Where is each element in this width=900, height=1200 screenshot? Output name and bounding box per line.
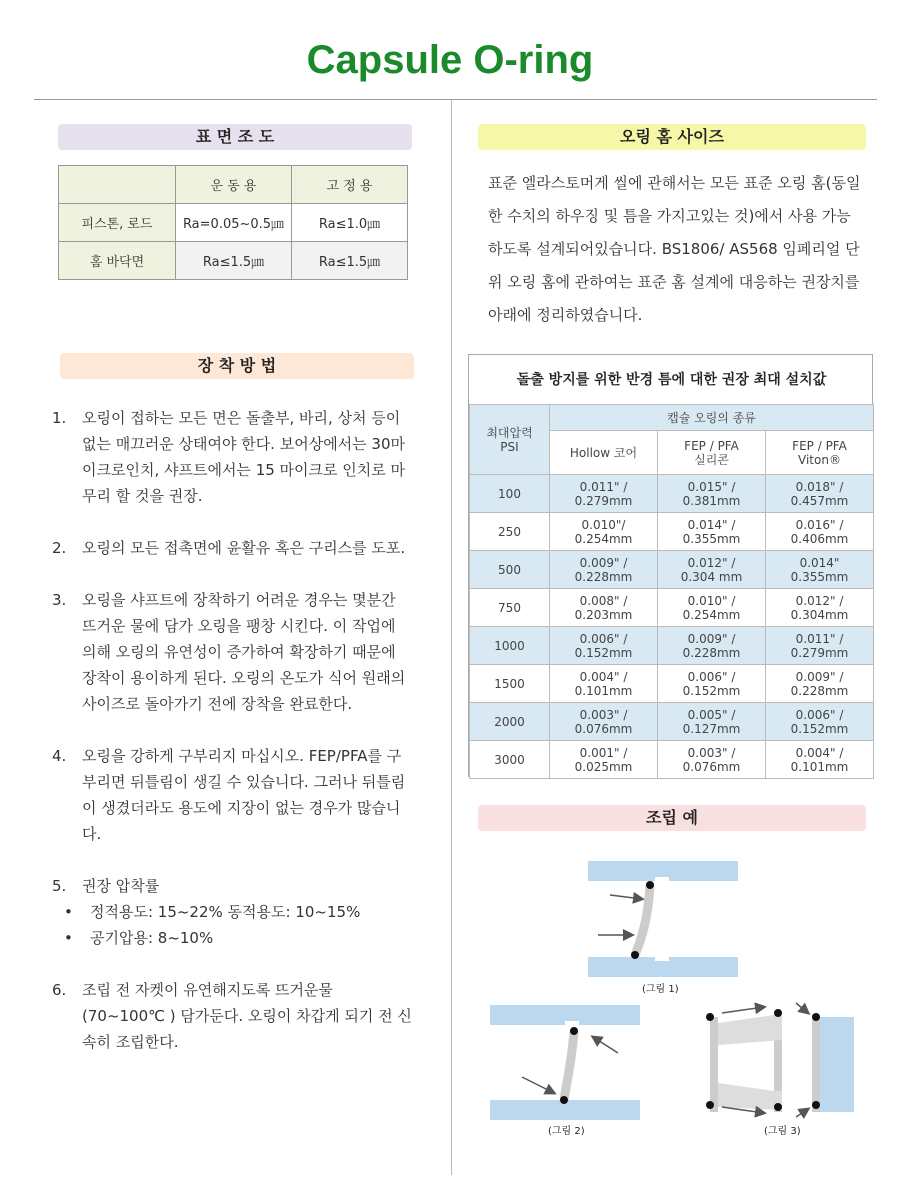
- list-item: 6. 조립 전 자켓이 유연해지도록 뜨거운물 (70~100℃ ) 담가둔다. 오링이 차갑게 되기 전 신속히 조립한다.: [52, 981, 412, 1051]
- install-header: 장 착 방 법: [60, 353, 414, 379]
- table-row: 750 0.008" / 0.203mm 0.010" / 0.254mm 0.012" / 0.304mm: [470, 589, 874, 627]
- groove-header: 오링 홈 사이즈: [478, 124, 866, 150]
- column-divider: [451, 100, 452, 1175]
- groove-notch: [655, 877, 669, 885]
- arrow-icon: [722, 1007, 764, 1013]
- type-col: FEP / PFA Viton®: [766, 431, 874, 475]
- pressure-header: 최대압력 PSI: [470, 405, 550, 475]
- type-col: Hollow 코어: [550, 431, 658, 475]
- taper-top: [718, 1015, 782, 1045]
- figure-2-caption: (그림 2): [548, 1126, 585, 1137]
- surface-col-static: 고 정 용: [292, 166, 408, 204]
- type-col: FEP / PFA 실리콘: [658, 431, 766, 475]
- oring-point: [706, 1101, 714, 1109]
- list-item: 3. 오링을 샤프트에 장착하기 어려운 경우는 몇분간 뜨거운 물에 담가 오링을 팽창 시킨다. 이 작업에 의해 오링의 유연성이 증가하여 확장하기 때문에 장착이 용이하게 된다. 오링의 온도가 식어 원래의 사이즈로 돌아가기 전에 장착을 완료한다.: [52, 591, 406, 713]
- arrow-icon: [593, 1037, 618, 1053]
- surface-corner-cell: [59, 166, 176, 204]
- arrow-icon: [796, 1109, 808, 1117]
- arrow-icon: [796, 1003, 808, 1013]
- figure-2: [490, 1005, 640, 1120]
- oring-section: [635, 885, 650, 955]
- title-divider: [34, 99, 877, 100]
- page-title: Capsule O-ring: [306, 38, 594, 82]
- groove-table: [469, 404, 874, 779]
- jacket-wall: [710, 1017, 718, 1112]
- table-row: 3000 0.001" / 0.025mm 0.003" / 0.076mm 0.004" / 0.101mm: [470, 741, 874, 779]
- groove-notch: [655, 953, 669, 961]
- list-item: 2. 오링의 모든 접촉면에 윤활유 혹은 구리스를 도포.: [52, 539, 406, 557]
- install-steps: [52, 405, 412, 1055]
- taper-bottom: [718, 1083, 782, 1110]
- oring-point: [570, 1027, 578, 1035]
- assembly-header: 조립 예: [478, 805, 866, 831]
- sub-bullet-list: [52, 899, 412, 951]
- oring-point: [706, 1013, 714, 1021]
- table-row: 2000 0.003" / 0.076mm 0.005" / 0.127mm 0.006" / 0.152mm: [470, 703, 874, 741]
- groove-table-box: [468, 354, 873, 777]
- oring-point: [774, 1009, 782, 1017]
- surface-col-dynamic: 운 동 용: [176, 166, 292, 204]
- surface-cell: Ra=0.05~0.5㎛: [176, 204, 292, 242]
- surface-row-label: 피스톤, 로드: [59, 204, 176, 242]
- oring-point: [631, 951, 639, 959]
- oring-point: [560, 1096, 568, 1104]
- table-row: 250 0.010"/ 0.254mm 0.014" / 0.355mm 0.016" / 0.406mm: [470, 513, 874, 551]
- surface-cell: Ra≤1.5㎛: [176, 242, 292, 280]
- type-header: 캡슐 오링의 종류: [550, 405, 874, 431]
- list-item: 4. 오링을 강하게 구부리지 마십시오. FEP/PFA를 구부리면 뒤틀림이 생길 수 있습니다. 그러나 뒤틀림이 생겼더라도 용도에 지장이 없는 경우가 많습니다.: [52, 747, 406, 843]
- oring-point: [812, 1101, 820, 1109]
- oring-point: [774, 1103, 782, 1111]
- figure-3: [706, 1003, 854, 1117]
- jacket-wall: [812, 1017, 820, 1112]
- list-item: 5. 권장 압착률: [52, 877, 160, 895]
- oring-section: [564, 1031, 574, 1100]
- figure-1: [588, 861, 738, 977]
- sub-bullet: • 공기압용: 8~10%: [64, 929, 214, 947]
- table-row: 500 0.009" / 0.228mm 0.012" / 0.304 mm 0.014" 0.355mm: [470, 551, 874, 589]
- groove-description: 표준 엘라스토머게 씰에 관해서는 모든 표준 오링 홈(동일한 수치의 하우징 및 틈을 가지고있는 것)에서 사용 가능하도록 설계되어있습니다. BS1806/ AS568 임페리얼 단위 오링 홈에 관하여는 표준 홈 설계에 대응하는 권장치를 아래에 정리하였습니다.: [488, 174, 861, 324]
- surface-cell: Ra≤1.0㎛: [292, 204, 408, 242]
- table-row: 1000 0.006" / 0.152mm 0.009" / 0.228mm 0.011" / 0.279mm: [470, 627, 874, 665]
- assembly-diagram: [470, 855, 890, 1175]
- figure-1-caption: (그림 1): [642, 984, 679, 995]
- sub-bullet: • 정적용도: 15~22% 동적용도: 10~15%: [64, 903, 361, 921]
- figure-3-caption: (그림 3): [764, 1126, 801, 1137]
- surface-header: 표 면 조 도: [58, 124, 412, 150]
- arrow-icon: [522, 1077, 554, 1093]
- arrow-icon: [610, 895, 642, 899]
- list-item: 1. 오링이 접하는 모든 면은 돌출부, 바리, 상처 등이 없는 매끄러운 상태여야 한다. 보어상에서는 30마이크로인치, 샤프트에서는 15 마이크로 인치로 마무리 할 것을 권장.: [52, 409, 406, 505]
- surface-table: [58, 165, 408, 280]
- table-row: 1500 0.004" / 0.101mm 0.006" / 0.152mm 0.009" / 0.228mm: [470, 665, 874, 703]
- surface-cell: Ra≤1.5㎛: [292, 242, 408, 280]
- surface-row-label: 홈 바닥면: [59, 242, 176, 280]
- oring-point: [812, 1013, 820, 1021]
- table-row: 100 0.011" / 0.279mm 0.015" / 0.381mm 0.018" / 0.457mm: [470, 475, 874, 513]
- groove-table-title: 돌출 방지를 위한 반경 틈에 대한 권장 최대 설치값: [516, 372, 827, 388]
- oring-point: [646, 881, 654, 889]
